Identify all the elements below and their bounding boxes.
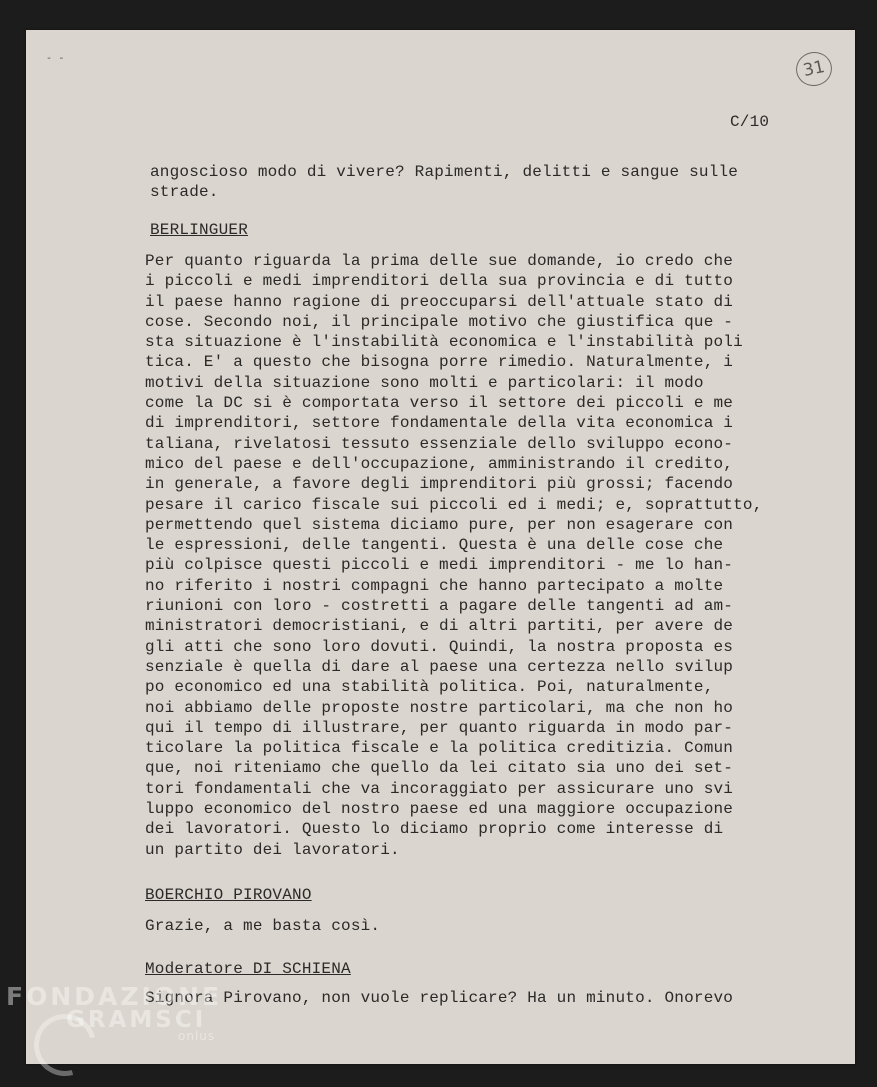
watermark-logo bbox=[6, 982, 222, 1043]
page-code: C/10 bbox=[730, 113, 770, 131]
document-page bbox=[26, 30, 855, 1064]
corner-marks: - - bbox=[46, 54, 65, 65]
paragraph-moderator: Signora Pirovano, non vuole replicare? Ha un minuto. Onorevo bbox=[145, 989, 734, 1007]
paragraph-continuation: angoscioso modo di vivere? Rapimenti, delitti e sangue sulle strade. bbox=[150, 163, 739, 202]
speaker-berlinguer: BERLINGUER bbox=[150, 221, 249, 239]
watermark-line2: GRAMSCI bbox=[66, 1007, 207, 1033]
speaker-moderator: Moderatore DI SCHIENA bbox=[145, 960, 351, 978]
watermark-line3: onlus bbox=[178, 1029, 216, 1043]
speaker-boerchio-pirovano: BOERCHIO PIROVANO bbox=[145, 886, 312, 904]
archive-number-stamp: 31 bbox=[793, 49, 835, 90]
paragraph-pirovano-reply: Grazie, a me basta così. bbox=[145, 917, 381, 935]
paragraph-berlinguer-answer: Per quanto riguarda la prima delle sue domande, io credo che i piccoli e medi imprenditori della sua provincia e di tutto il paese hanno ragione di preoccuparsi dell'attuale stato di cose. Secondo noi, il principale motivo che giustifica que - sta situazione è l'instabilità economica e l'instabilità poli tica. E' a questo che bisogna porre rimedio. Naturalmente, i motivi della situazione sono molti e particolari: il modo come la DC si è comportata verso il settore dei piccoli e me di imprenditori, settore fondamentale della vita economica i taliana, rivelatosi tessuto essenziale dello sviluppo econo- mico del paese e dell'occupazione, amministrando il credito, in generale, a favore degli imprenditori più grossi; facendo pesare il carico fiscale sui piccoli ed i medi; e, soprattutto, permettendo quel sistema diciamo pure, per non esagerare con le espressioni, delle tangenti. Questa è una delle cose che più colpisce questi piccoli e medi imprenditori - me lo han- no riferito i nostri compagni che hanno partecipato a molte riunioni con loro - costretti a pagare delle tangenti ad am- ministratori democristiani, e di altri partiti, per avere de gli atti che sono loro dovuti. Quindi, la nostra proposta es senziale è quella di dare al paese una certezza nello svilup po economico ed una stabilità politica. Poi, naturalmente, noi abbiamo delle proposte nostre particolari, ma che non ho qui il tempo di illustrare, per quanto riguarda in modo par- ticolare la politica fiscale e la politica creditizia. Comun que, noi riteniamo che quello da lei citato sia uno dei set- tori fondamentali che va incoraggiato per assicurare uno svi luppo economico del nostro paese ed una maggiore occupazione dei lavoratori. Questo lo diciamo proprio come interesse di un partito dei lavoratori. bbox=[145, 252, 763, 859]
watermark-line1: FONDAZIONE bbox=[6, 982, 223, 1011]
